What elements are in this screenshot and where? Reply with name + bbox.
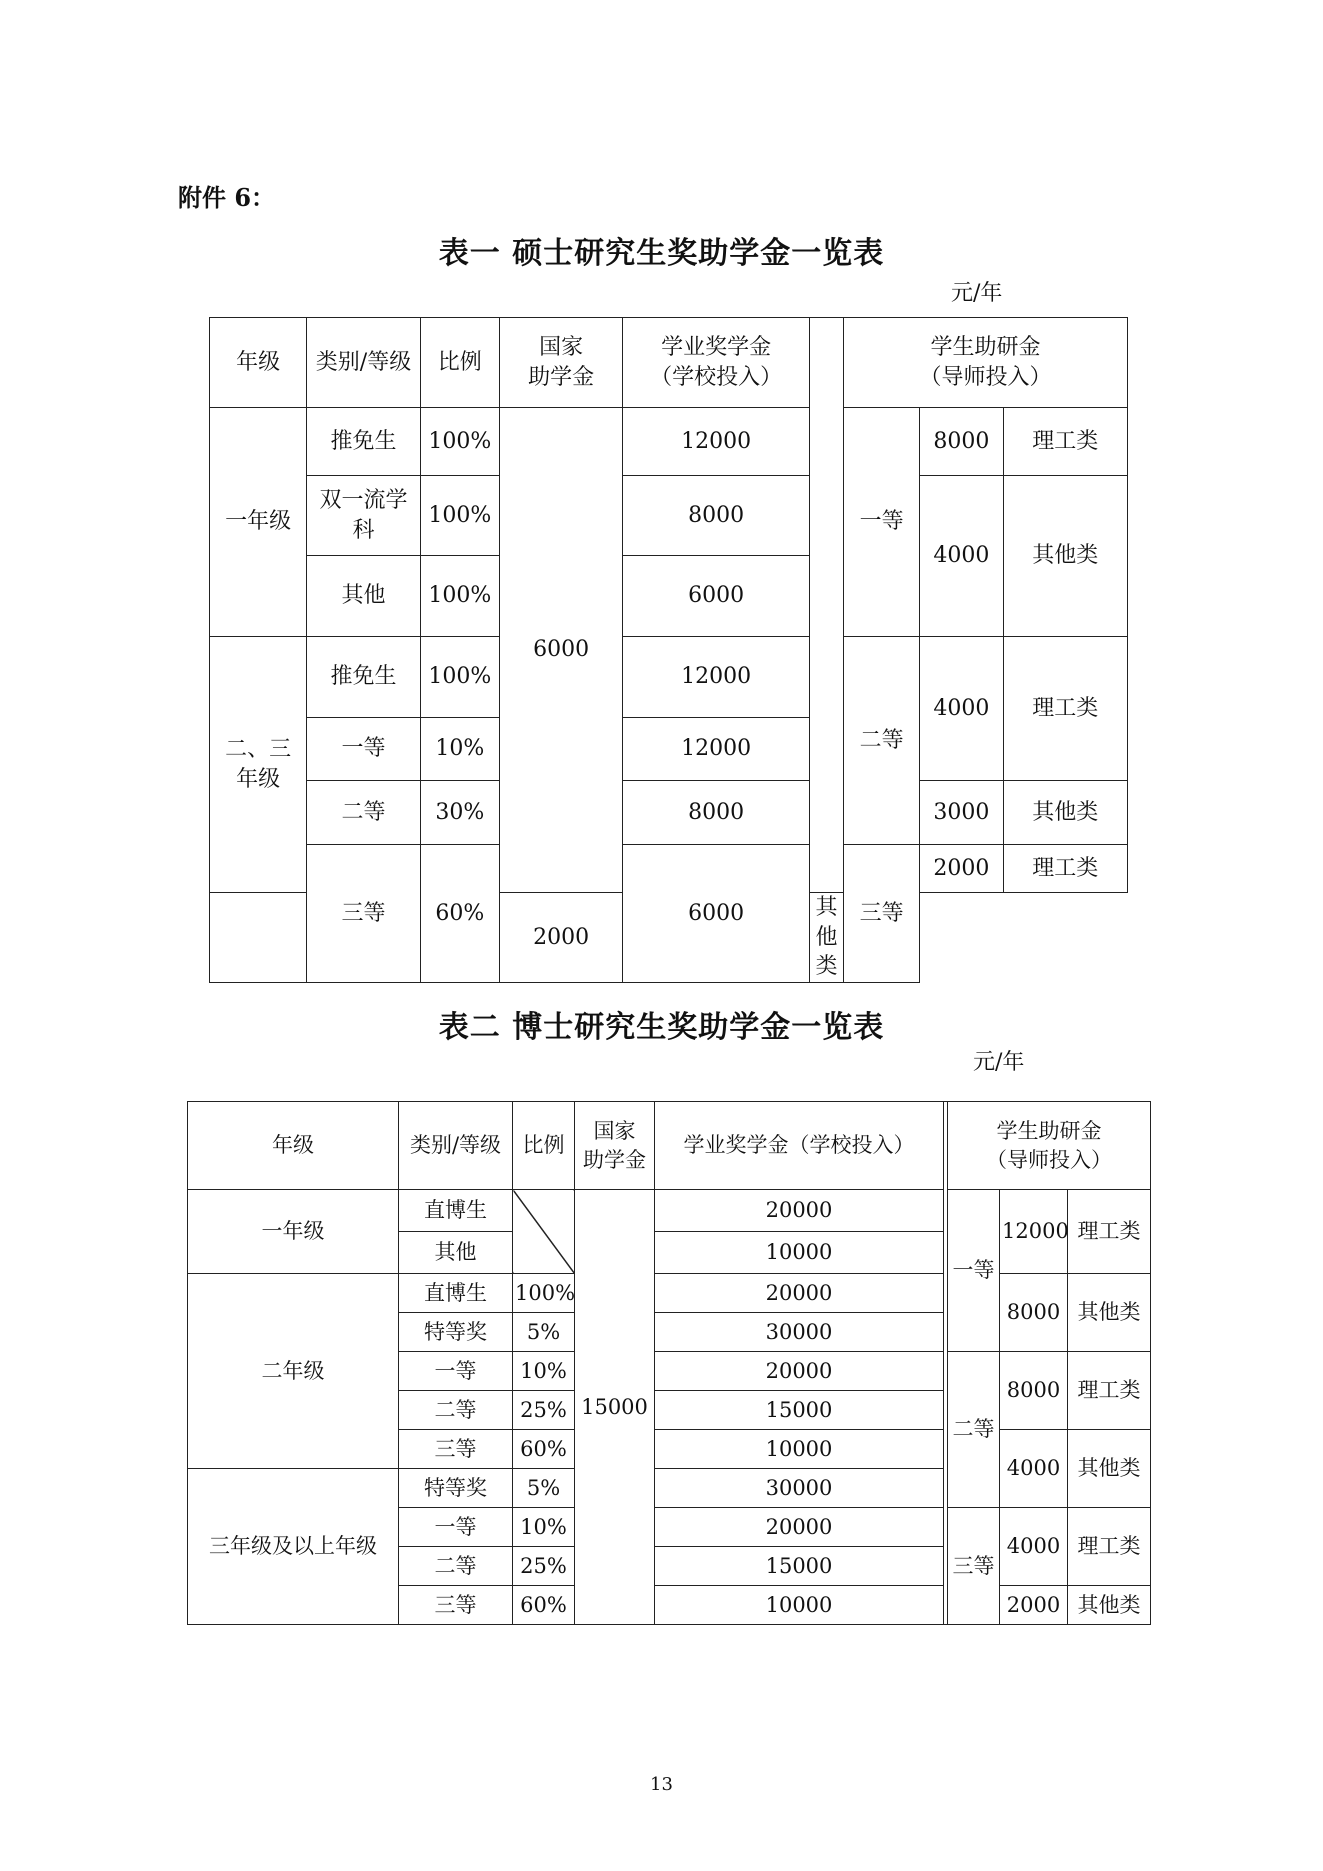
assist-type-cell: 理工类: [1003, 637, 1127, 781]
table-row: [188, 1274, 1151, 1313]
category-cell: 特等奖: [399, 1469, 513, 1508]
ratio-cell: 25%: [513, 1547, 575, 1586]
academic-cell: 20000: [655, 1274, 944, 1313]
category-cell: 直博生: [399, 1274, 513, 1313]
table-row: [188, 1190, 1151, 1232]
assist-type-cell: 其他类: [1068, 1430, 1151, 1508]
assist-type-cell: 理工类: [1003, 845, 1127, 893]
category-cell: 直博生: [399, 1190, 513, 1232]
category-cell: 三等: [399, 1586, 513, 1625]
assist-amount-cell: 2000: [920, 845, 1003, 893]
assist-type-cell: 其他类: [1003, 781, 1127, 845]
ratio-cell: 25%: [513, 1391, 575, 1430]
assist-level-cell: 二等: [948, 1352, 1000, 1508]
ratio-cell: 10%: [513, 1508, 575, 1547]
column-gap: [809, 318, 843, 893]
table-row: [210, 637, 1128, 718]
table2-unit: 元/年: [973, 1050, 1025, 1075]
table2-title: 表二 博士研究生奖助学金一览表: [438, 1010, 885, 1045]
doctoral-scholarship-table: [187, 1101, 1151, 1625]
table-row: [210, 476, 1128, 556]
table-row: [210, 781, 1128, 845]
assist-amount-cell: 4000: [920, 637, 1003, 781]
grade-cell: 二、三 年级: [210, 637, 307, 893]
ratio-cell: 100%: [420, 476, 499, 556]
column-gap: [210, 893, 307, 983]
ratio-cell: 30%: [420, 781, 499, 845]
assist-amount-cell: 4000: [1000, 1508, 1068, 1586]
header-research-assistance: 学生助研金 （导师投入）: [948, 1102, 1151, 1190]
academic-cell: 15000: [655, 1547, 944, 1586]
ratio-not-applicable-cell: [513, 1190, 575, 1274]
assist-amount-cell: 2000: [1000, 1586, 1068, 1625]
academic-cell: 12000: [623, 637, 810, 718]
table1-title: 表一 硕士研究生奖助学金一览表: [438, 236, 885, 271]
category-cell: 特等奖: [399, 1313, 513, 1352]
academic-cell: 8000: [623, 476, 810, 556]
table-row: [210, 845, 1128, 893]
table-header-row: [210, 318, 1128, 408]
header-ratio: 比例: [513, 1102, 575, 1190]
ratio-cell: 60%: [513, 1586, 575, 1625]
assist-amount-cell: 8000: [920, 408, 1003, 476]
assist-level-cell: 一等: [844, 408, 920, 637]
category-cell: 双一流学 科: [307, 476, 420, 556]
assist-type-cell: 其他类: [1003, 476, 1127, 637]
header-category: 类别/等级: [307, 318, 420, 408]
category-cell: 其他: [399, 1232, 513, 1274]
grade-cell: 二年级: [188, 1274, 399, 1469]
ratio-cell: 60%: [420, 845, 499, 983]
category-cell: 三等: [307, 845, 420, 983]
header-ratio: 比例: [420, 318, 499, 408]
category-cell: 一等: [399, 1508, 513, 1547]
assist-amount-cell: 12000: [1000, 1190, 1068, 1274]
table-row: [210, 408, 1128, 476]
academic-cell: 6000: [623, 845, 810, 983]
assist-level-cell: 二等: [844, 637, 920, 845]
academic-cell: 30000: [655, 1469, 944, 1508]
table-header-row: [188, 1102, 1151, 1190]
header-research-assistance: 学生助研金 （导师投入）: [844, 318, 1128, 408]
category-cell: 一等: [399, 1352, 513, 1391]
category-cell: 二等: [307, 781, 420, 845]
ratio-cell: 10%: [420, 718, 499, 781]
category-cell: 推免生: [307, 637, 420, 718]
assist-amount-cell: 8000: [1000, 1274, 1068, 1352]
assist-amount-cell: 4000: [1000, 1430, 1068, 1508]
academic-cell: 12000: [623, 408, 810, 476]
assist-type-cell: 理工类: [1068, 1352, 1151, 1430]
assist-type-cell: 其他类: [1068, 1586, 1151, 1625]
academic-cell: 6000: [623, 556, 810, 637]
academic-cell: 12000: [623, 718, 810, 781]
academic-cell: 20000: [655, 1352, 944, 1391]
ratio-cell: 10%: [513, 1352, 575, 1391]
assist-level-cell: 一等: [948, 1190, 1000, 1352]
ratio-cell: 100%: [513, 1274, 575, 1313]
master-scholarship-table: [209, 317, 1128, 983]
header-grade: 年级: [188, 1102, 399, 1190]
national-grant-cell: 6000: [499, 408, 622, 893]
attachment-label: 附件 6：: [178, 183, 276, 212]
assist-level-cell: 三等: [948, 1508, 1000, 1625]
assist-amount-cell: 2000: [499, 893, 622, 983]
category-cell: 二等: [399, 1391, 513, 1430]
category-cell: 二等: [399, 1547, 513, 1586]
academic-cell: 10000: [655, 1232, 944, 1274]
ratio-cell: 5%: [513, 1469, 575, 1508]
assist-amount-cell: 8000: [1000, 1352, 1068, 1430]
category-cell: 三等: [399, 1430, 513, 1469]
ratio-cell: 100%: [420, 556, 499, 637]
ratio-cell: 100%: [420, 637, 499, 718]
academic-cell: 10000: [655, 1430, 944, 1469]
assist-type-cell: 理工类: [1068, 1508, 1151, 1586]
assist-type-cell: 理工类: [1068, 1190, 1151, 1274]
category-cell: 其他: [307, 556, 420, 637]
academic-cell: 8000: [623, 781, 810, 845]
academic-cell: 15000: [655, 1391, 944, 1430]
grade-cell: 一年级: [210, 408, 307, 637]
table1-unit: 元/年: [951, 281, 1003, 306]
assist-type-cell: 其他类: [1068, 1274, 1151, 1352]
academic-cell: 30000: [655, 1313, 944, 1352]
category-cell: 推免生: [307, 408, 420, 476]
academic-cell: 10000: [655, 1586, 944, 1625]
assist-type-cell: 其他类: [809, 893, 843, 983]
ratio-cell: 100%: [420, 408, 499, 476]
page-number: 13: [650, 1774, 673, 1795]
header-national-grant: 国家 助学金: [499, 318, 622, 408]
assist-amount-cell: 3000: [920, 781, 1003, 845]
assist-level-cell: 三等: [844, 845, 920, 983]
header-category: 类别/等级: [399, 1102, 513, 1190]
ratio-cell: 60%: [513, 1430, 575, 1469]
category-cell: 一等: [307, 718, 420, 781]
ratio-cell: 5%: [513, 1313, 575, 1352]
academic-cell: 20000: [655, 1508, 944, 1547]
assist-type-cell: 理工类: [1003, 408, 1127, 476]
header-grade: 年级: [210, 318, 307, 408]
academic-cell: 20000: [655, 1190, 944, 1232]
assist-amount-cell: 4000: [920, 476, 1003, 637]
national-grant-cell: 15000: [575, 1190, 655, 1625]
header-academic-scholarship: 学业奖学金 （学校投入）: [623, 318, 810, 408]
header-national-grant: 国家 助学金: [575, 1102, 655, 1190]
grade-cell: 三年级及以上年级: [188, 1469, 399, 1625]
grade-cell: 一年级: [188, 1190, 399, 1274]
header-academic-scholarship: 学业奖学金（学校投入）: [655, 1102, 944, 1190]
